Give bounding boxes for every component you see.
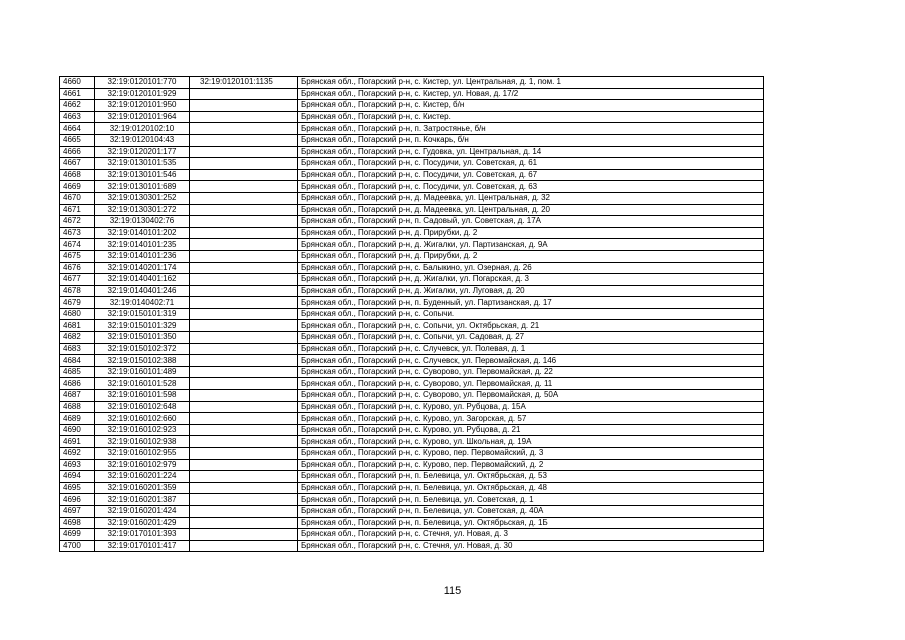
table-row	[60, 332, 764, 344]
cadastral-number-cell: 32:19:0130301:252	[95, 192, 190, 204]
cadastral-number-cell: 32:19:0160201:224	[95, 471, 190, 483]
row-number-cell: 4664	[60, 123, 95, 135]
address-cell: Брянская обл., Погарский р-н, с. Курово, пер. Первомайский, д. 3	[298, 448, 764, 460]
linked-cadastral-number-cell	[190, 262, 298, 274]
linked-cadastral-number-cell	[190, 390, 298, 402]
address-cell: Брянская обл., Погарский р-н, с. Курово, ул. Школьная, д. 19А	[298, 436, 764, 448]
cadastral-number-cell: 32:19:0160102:938	[95, 436, 190, 448]
address-cell: Брянская обл., Погарский р-н, с. Курово, ул. Рубцова, д. 15А	[298, 401, 764, 413]
table-row	[60, 459, 764, 471]
table-row	[60, 204, 764, 216]
address-cell: Брянская обл., Погарский р-н, п. Затростянье, б/н	[298, 123, 764, 135]
cadastral-number-cell: 32:19:0160102:979	[95, 459, 190, 471]
table-row	[60, 366, 764, 378]
linked-cadastral-number-cell	[190, 413, 298, 425]
cadastral-number-cell: 32:19:0140101:235	[95, 239, 190, 251]
address-cell: Брянская обл., Погарский р-н, с. Сопычи, ул. Садовая, д. 27	[298, 332, 764, 344]
row-number-cell: 4684	[60, 355, 95, 367]
table-row	[60, 505, 764, 517]
address-cell: Брянская обл., Погарский р-н, с. Посудичи, ул. Советская, д. 61	[298, 158, 764, 170]
row-number-cell: 4676	[60, 262, 95, 274]
linked-cadastral-number-cell	[190, 401, 298, 413]
row-number-cell: 4693	[60, 459, 95, 471]
row-number-cell: 4674	[60, 239, 95, 251]
table-row	[60, 134, 764, 146]
cadastral-number-cell: 32:19:0120101:929	[95, 88, 190, 100]
cadastral-number-cell: 32:19:0130101:546	[95, 169, 190, 181]
table-row	[60, 529, 764, 541]
linked-cadastral-number-cell: 32:19:0120101:1135	[190, 77, 298, 89]
row-number-cell: 4694	[60, 471, 95, 483]
linked-cadastral-number-cell	[190, 250, 298, 262]
row-number-cell: 4680	[60, 308, 95, 320]
cadastral-number-cell: 32:19:0120101:964	[95, 111, 190, 123]
table-row	[60, 378, 764, 390]
table-row	[60, 192, 764, 204]
cadastral-number-cell: 32:19:0130402:76	[95, 216, 190, 228]
address-cell: Брянская обл., Погарский р-н, п. Белевица, ул. Советская, д. 1	[298, 494, 764, 506]
address-cell: Брянская обл., Погарский р-н, д. Прирубки, д. 2	[298, 227, 764, 239]
address-cell: Брянская обл., Погарский р-н, д. Жигалки, ул. Луговая, д. 20	[298, 285, 764, 297]
table-row	[60, 424, 764, 436]
cadastral-number-cell: 32:19:0150101:319	[95, 308, 190, 320]
cadastral-number-cell: 32:19:0130101:689	[95, 181, 190, 193]
address-cell: Брянская обл., Погарский р-н, п. Буденный, ул. Партизанская, д. 17	[298, 297, 764, 309]
registry-table-body	[60, 77, 764, 552]
row-number-cell: 4665	[60, 134, 95, 146]
row-number-cell: 4667	[60, 158, 95, 170]
cadastral-number-cell: 32:19:0160102:660	[95, 413, 190, 425]
address-cell: Брянская обл., Погарский р-н, с. Курово, ул. Рубцова, д. 21	[298, 424, 764, 436]
address-cell: Брянская обл., Погарский р-н, с. Сопычи, ул. Октябрьская, д. 21	[298, 320, 764, 332]
address-cell: Брянская обл., Погарский р-н, п. Кочкарь, б/н	[298, 134, 764, 146]
linked-cadastral-number-cell	[190, 134, 298, 146]
table-row	[60, 494, 764, 506]
table-row	[60, 239, 764, 251]
linked-cadastral-number-cell	[190, 274, 298, 286]
address-cell: Брянская обл., Погарский р-н, д. Жигалки, ул. Партизанская, д. 9А	[298, 239, 764, 251]
table-row	[60, 448, 764, 460]
linked-cadastral-number-cell	[190, 343, 298, 355]
address-cell: Брянская обл., Погарский р-н, с. Кистер, ул. Центральная, д. 1, пом. 1	[298, 77, 764, 89]
page-number: 115	[443, 585, 462, 597]
cadastral-number-cell: 32:19:0120101:950	[95, 100, 190, 112]
table-row	[60, 355, 764, 367]
row-number-cell: 4683	[60, 343, 95, 355]
linked-cadastral-number-cell	[190, 471, 298, 483]
table-row	[60, 320, 764, 332]
table-row	[60, 146, 764, 158]
row-number-cell: 4662	[60, 100, 95, 112]
linked-cadastral-number-cell	[190, 181, 298, 193]
linked-cadastral-number-cell	[190, 436, 298, 448]
cadastral-number-cell: 32:19:0140201:174	[95, 262, 190, 274]
address-cell: Брянская обл., Погарский р-н, с. Сопычи.	[298, 308, 764, 320]
cadastral-number-cell: 32:19:0150102:372	[95, 343, 190, 355]
table-row	[60, 517, 764, 529]
linked-cadastral-number-cell	[190, 146, 298, 158]
address-cell: Брянская обл., Погарский р-н, с. Суворово, ул. Первомайская, д. 22	[298, 366, 764, 378]
table-row	[60, 297, 764, 309]
row-number-cell: 4663	[60, 111, 95, 123]
row-number-cell: 4687	[60, 390, 95, 402]
linked-cadastral-number-cell	[190, 100, 298, 112]
cadastral-number-cell: 32:19:0170101:417	[95, 540, 190, 552]
row-number-cell: 4695	[60, 482, 95, 494]
cadastral-number-cell: 32:19:0150102:388	[95, 355, 190, 367]
row-number-cell: 4691	[60, 436, 95, 448]
address-cell: Брянская обл., Погарский р-н, с. Посудичи, ул. Советская, д. 63	[298, 181, 764, 193]
linked-cadastral-number-cell	[190, 459, 298, 471]
address-cell: Брянская обл., Погарский р-н, с. Стечня, ул. Новая, д. 3	[298, 529, 764, 541]
cadastral-number-cell: 32:19:0160101:598	[95, 390, 190, 402]
table-row	[60, 123, 764, 135]
linked-cadastral-number-cell	[190, 378, 298, 390]
table-row	[60, 262, 764, 274]
row-number-cell: 4672	[60, 216, 95, 228]
cadastral-number-cell: 32:19:0160201:429	[95, 517, 190, 529]
linked-cadastral-number-cell	[190, 227, 298, 239]
cadastral-number-cell: 32:19:0120104:43	[95, 134, 190, 146]
row-number-cell: 4670	[60, 192, 95, 204]
address-cell: Брянская обл., Погарский р-н, с. Стечня, ул. Новая, д. 30	[298, 540, 764, 552]
linked-cadastral-number-cell	[190, 355, 298, 367]
linked-cadastral-number-cell	[190, 494, 298, 506]
table-row	[60, 390, 764, 402]
table-row	[60, 343, 764, 355]
cadastral-number-cell: 32:19:0160201:359	[95, 482, 190, 494]
table-row	[60, 181, 764, 193]
row-number-cell: 4681	[60, 320, 95, 332]
row-number-cell: 4689	[60, 413, 95, 425]
cadastral-number-cell: 32:19:0140401:246	[95, 285, 190, 297]
cadastral-number-cell: 32:19:0160101:528	[95, 378, 190, 390]
cadastral-number-cell: 32:19:0160201:387	[95, 494, 190, 506]
linked-cadastral-number-cell	[190, 529, 298, 541]
row-number-cell: 4661	[60, 88, 95, 100]
address-cell: Брянская обл., Погарский р-н, д. Мадеевка, ул. Центральная, д. 32	[298, 192, 764, 204]
cadastral-number-cell: 32:19:0160102:923	[95, 424, 190, 436]
linked-cadastral-number-cell	[190, 239, 298, 251]
table-row	[60, 274, 764, 286]
table-row	[60, 250, 764, 262]
cadastral-number-cell: 32:19:0160201:424	[95, 505, 190, 517]
table-row	[60, 158, 764, 170]
table-row	[60, 308, 764, 320]
address-cell: Брянская обл., Погарский р-н, с. Курово, пер. Первомайский, д. 2	[298, 459, 764, 471]
linked-cadastral-number-cell	[190, 192, 298, 204]
address-cell: Брянская обл., Погарский р-н, с. Балыкино, ул. Озерная, д. 26	[298, 262, 764, 274]
cadastral-number-cell: 32:19:0120201:177	[95, 146, 190, 158]
linked-cadastral-number-cell	[190, 320, 298, 332]
linked-cadastral-number-cell	[190, 204, 298, 216]
address-cell: Брянская обл., Погарский р-н, п. Белевица, ул. Советская, д. 40А	[298, 505, 764, 517]
row-number-cell: 4675	[60, 250, 95, 262]
address-cell: Брянская обл., Погарский р-н, с. Суворово, ул. Первомайская, д. 11	[298, 378, 764, 390]
linked-cadastral-number-cell	[190, 448, 298, 460]
cadastral-number-cell: 32:19:0160101:489	[95, 366, 190, 378]
row-number-cell: 4696	[60, 494, 95, 506]
row-number-cell: 4673	[60, 227, 95, 239]
table-row	[60, 216, 764, 228]
cadastral-number-cell: 32:19:0150101:350	[95, 332, 190, 344]
row-number-cell: 4668	[60, 169, 95, 181]
linked-cadastral-number-cell	[190, 111, 298, 123]
row-number-cell: 4697	[60, 505, 95, 517]
cadastral-number-cell: 32:19:0150101:329	[95, 320, 190, 332]
table-row	[60, 436, 764, 448]
table-row	[60, 482, 764, 494]
linked-cadastral-number-cell	[190, 505, 298, 517]
cadastral-number-cell: 32:19:0140401:162	[95, 274, 190, 286]
linked-cadastral-number-cell	[190, 366, 298, 378]
row-number-cell: 4686	[60, 378, 95, 390]
cadastral-number-cell: 32:19:0140402:71	[95, 297, 190, 309]
address-cell: Брянская обл., Погарский р-н, с. Случевск, ул. Первомайская, д. 146	[298, 355, 764, 367]
address-cell: Брянская обл., Погарский р-н, д. Прирубки, д. 2	[298, 250, 764, 262]
row-number-cell: 4677	[60, 274, 95, 286]
linked-cadastral-number-cell	[190, 517, 298, 529]
row-number-cell: 4699	[60, 529, 95, 541]
cadastral-number-cell: 32:19:0120101:770	[95, 77, 190, 89]
row-number-cell: 4698	[60, 517, 95, 529]
table-row	[60, 227, 764, 239]
address-cell: Брянская обл., Погарский р-н, с. Кистер, б/н	[298, 100, 764, 112]
table-row	[60, 540, 764, 552]
row-number-cell: 4682	[60, 332, 95, 344]
address-cell: Брянская обл., Погарский р-н, д. Мадеевка, ул. Центральная, д. 20	[298, 204, 764, 216]
address-cell: Брянская обл., Погарский р-н, п. Садовый, ул. Советская, д. 17А	[298, 216, 764, 228]
linked-cadastral-number-cell	[190, 482, 298, 494]
row-number-cell: 4660	[60, 77, 95, 89]
row-number-cell: 4678	[60, 285, 95, 297]
cadastral-number-cell: 32:19:0130101:535	[95, 158, 190, 170]
table-row	[60, 88, 764, 100]
row-number-cell: 4692	[60, 448, 95, 460]
address-cell: Брянская обл., Погарский р-н, с. Кистер, ул. Новая, д. 17/2	[298, 88, 764, 100]
row-number-cell: 4666	[60, 146, 95, 158]
table-row	[60, 285, 764, 297]
linked-cadastral-number-cell	[190, 308, 298, 320]
cadastral-number-cell: 32:19:0160102:648	[95, 401, 190, 413]
linked-cadastral-number-cell	[190, 169, 298, 181]
cadastral-number-cell: 32:19:0170101:393	[95, 529, 190, 541]
row-number-cell: 4679	[60, 297, 95, 309]
table-row	[60, 100, 764, 112]
cadastral-number-cell: 32:19:0140101:236	[95, 250, 190, 262]
table-row	[60, 401, 764, 413]
cadastral-number-cell: 32:19:0140101:202	[95, 227, 190, 239]
table-row	[60, 77, 764, 89]
table-row	[60, 413, 764, 425]
linked-cadastral-number-cell	[190, 88, 298, 100]
address-cell: Брянская обл., Погарский р-н, с. Курово, ул. Загорская, д. 57	[298, 413, 764, 425]
table-row	[60, 169, 764, 181]
address-cell: Брянская обл., Погарский р-н, с. Суворово, ул. Первомайская, д. 50А	[298, 390, 764, 402]
linked-cadastral-number-cell	[190, 540, 298, 552]
row-number-cell: 4671	[60, 204, 95, 216]
address-cell: Брянская обл., Погарский р-н, п. Белевица, ул. Октябрьская, д. 48	[298, 482, 764, 494]
table-row	[60, 471, 764, 483]
row-number-cell: 4669	[60, 181, 95, 193]
cadastral-number-cell: 32:19:0120102:10	[95, 123, 190, 135]
linked-cadastral-number-cell	[190, 158, 298, 170]
property-registry-table	[59, 76, 764, 552]
linked-cadastral-number-cell	[190, 332, 298, 344]
row-number-cell: 4690	[60, 424, 95, 436]
address-cell: Брянская обл., Погарский р-н, д. Жигалки, ул. Погарская, д. 3	[298, 274, 764, 286]
linked-cadastral-number-cell	[190, 123, 298, 135]
address-cell: Брянская обл., Погарский р-н, с. Гудовка, ул. Центральная, д. 14	[298, 146, 764, 158]
address-cell: Брянская обл., Погарский р-н, с. Кистер.	[298, 111, 764, 123]
row-number-cell: 4688	[60, 401, 95, 413]
linked-cadastral-number-cell	[190, 424, 298, 436]
address-cell: Брянская обл., Погарский р-н, с. Посудичи, ул. Советская, д. 67	[298, 169, 764, 181]
address-cell: Брянская обл., Погарский р-н, п. Белевица, ул. Октябрьская, д. 1Б	[298, 517, 764, 529]
address-cell: Брянская обл., Погарский р-н, п. Белевица, ул. Октябрьская, д. 53	[298, 471, 764, 483]
cadastral-number-cell: 32:19:0160102:955	[95, 448, 190, 460]
table-row	[60, 111, 764, 123]
row-number-cell: 4700	[60, 540, 95, 552]
linked-cadastral-number-cell	[190, 216, 298, 228]
cadastral-number-cell: 32:19:0130301:272	[95, 204, 190, 216]
address-cell: Брянская обл., Погарский р-н, с. Случевск, ул. Полевая, д. 1	[298, 343, 764, 355]
linked-cadastral-number-cell	[190, 285, 298, 297]
row-number-cell: 4685	[60, 366, 95, 378]
linked-cadastral-number-cell	[190, 297, 298, 309]
